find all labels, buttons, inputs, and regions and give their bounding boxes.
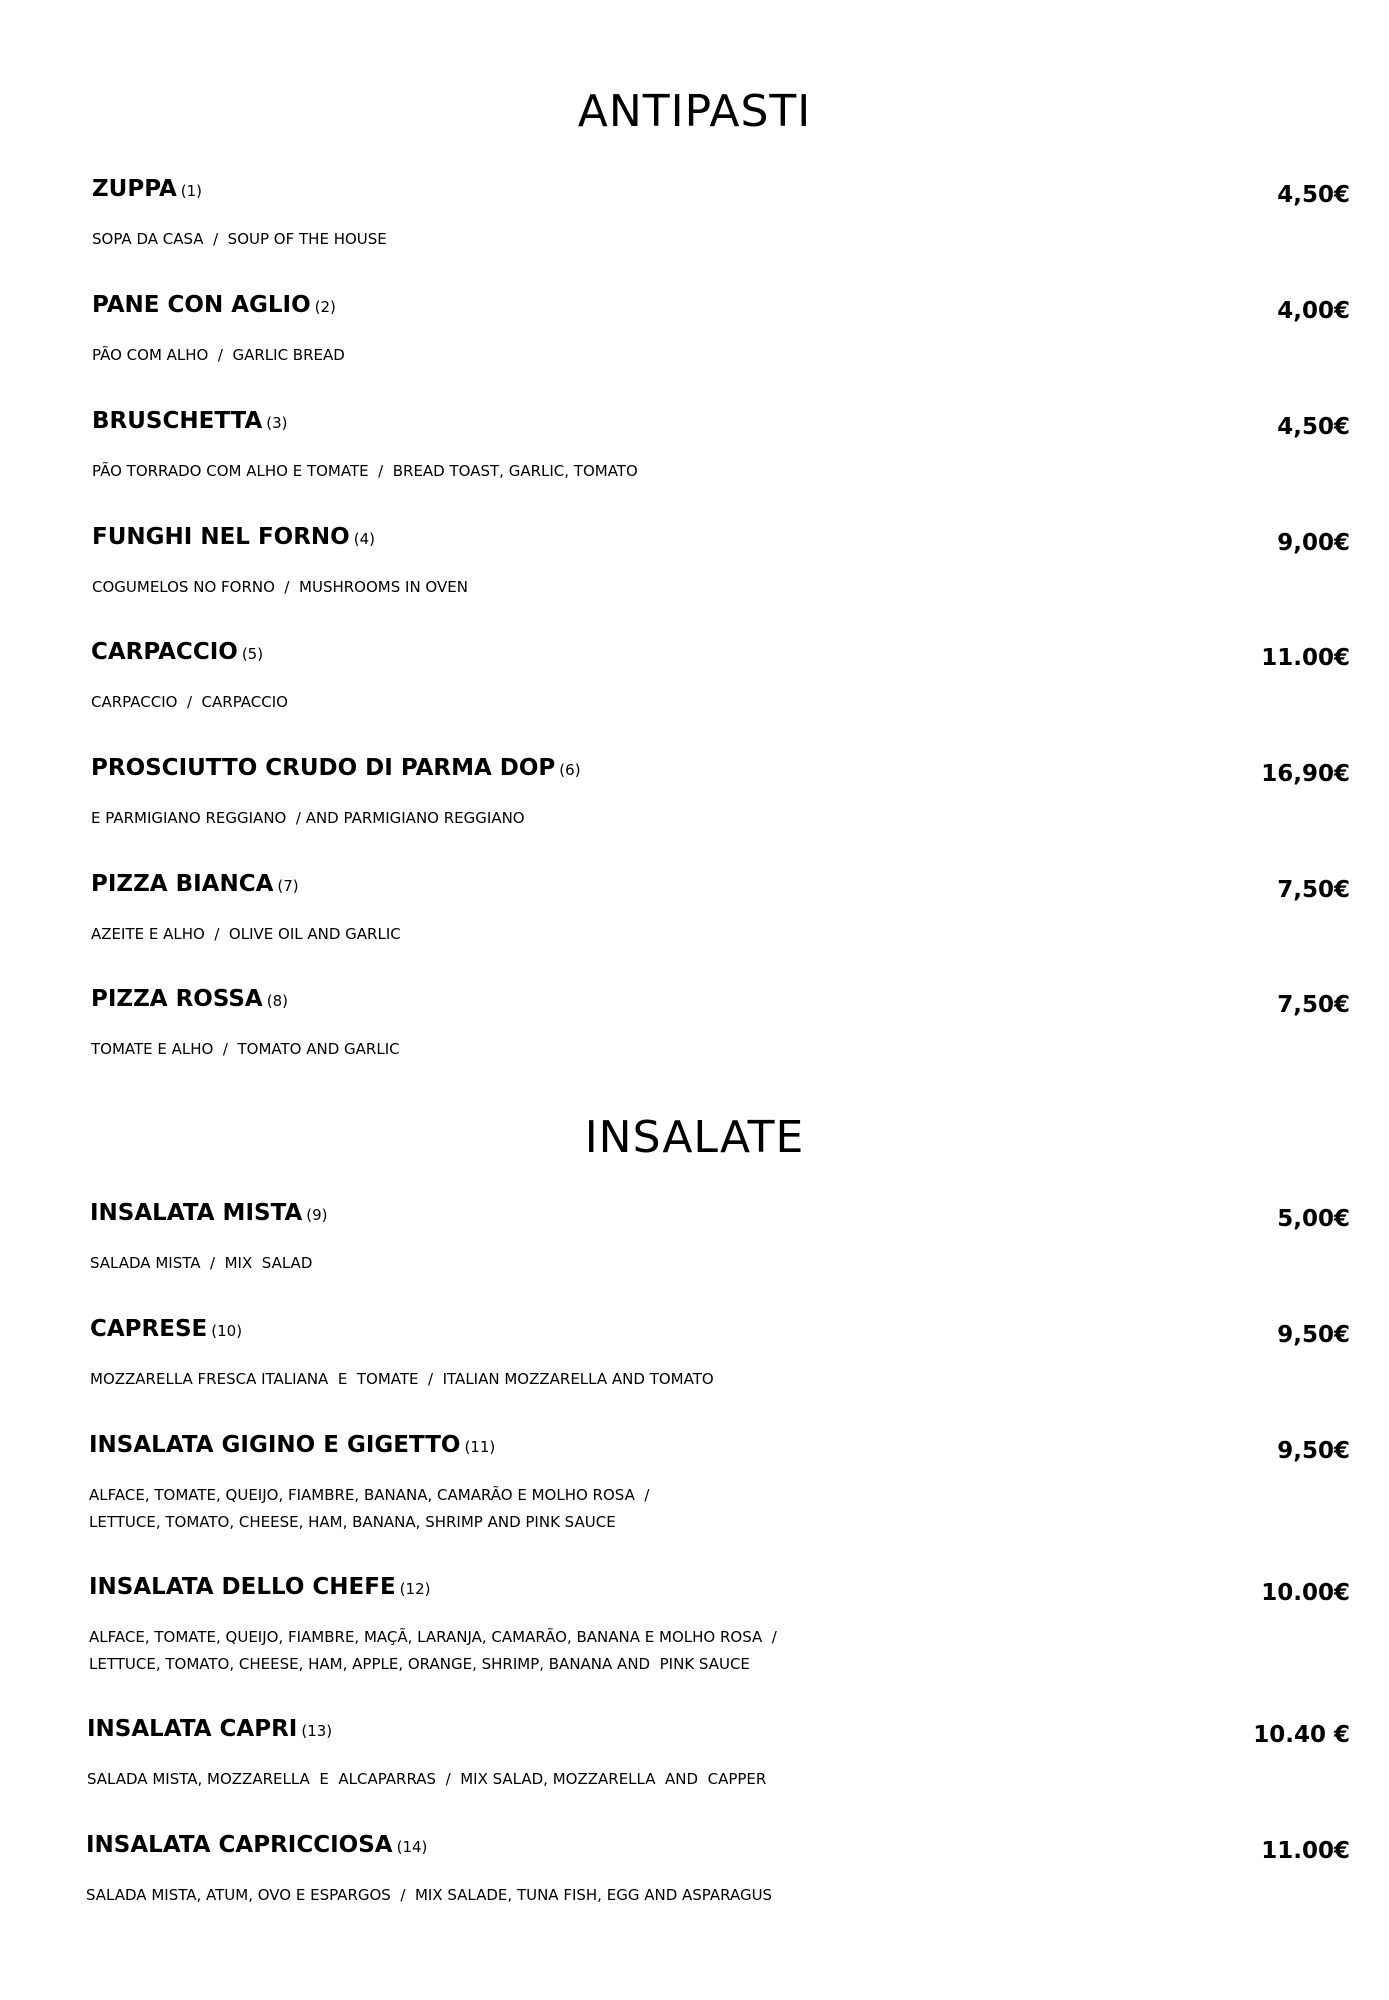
item-number: (11) [464,1438,496,1456]
item-description: TOMATE E ALHO / TOMATO AND GARLIC [91,1040,400,1058]
item-name [91,755,581,781]
item-name [91,986,288,1012]
item-price: 9,50€ [1277,1322,1350,1348]
item-name-text: INSALATA CAPRI [87,1716,298,1742]
item-name-text: PROSCIUTTO CRUDO DI PARMA DOP [91,755,556,781]
item-number: (12) [399,1580,431,1598]
item-number: (2) [314,298,336,316]
item-description: SALADA MISTA / MIX SALAD [90,1254,313,1272]
item-number: (4) [353,530,375,548]
item-number: (5) [241,645,264,663]
item-name [91,639,263,665]
item-price: 4,00€ [1277,298,1350,324]
item-price: 11.00€ [1261,645,1350,671]
item-description: SALADA MISTA, MOZZARELLA E ALCAPARRAS / MIX SALAD, MOZZARELLA AND CAPPER [87,1770,767,1788]
item-name-text: PIZZA BIANCA [91,871,274,897]
menu-item [89,1574,1350,1674]
section-title-antipasti: ANTIPASTI [577,86,812,137]
item-price: 10.00€ [1261,1580,1350,1606]
item-name [90,1316,242,1342]
item-name-text: PIZZA ROSSA [91,986,263,1012]
item-name [92,524,375,550]
item-description: COGUMELOS NO FORNO / MUSHROOMS IN OVEN [92,578,468,596]
item-number: (6) [559,761,581,779]
item-name-text: FUNGHI NEL FORNO [92,524,350,550]
item-name [91,871,299,897]
section-title-insalate: INSALATE [584,1112,805,1163]
menu-item [92,524,1350,624]
menu-item [92,176,1350,276]
item-price: 7,50€ [1277,992,1350,1018]
item-name-text: INSALATA CAPRICCIOSA [86,1832,393,1858]
item-price: 11.00€ [1261,1838,1350,1864]
item-number: (13) [301,1722,333,1740]
menu-item [91,871,1350,971]
item-name-text: ZUPPA [92,176,177,202]
item-description: E PARMIGIANO REGGIANO / AND PARMIGIANO REGGIANO [91,809,525,827]
item-number: (10) [211,1322,243,1340]
menu-item [86,1832,1350,1932]
item-name [87,1716,332,1742]
menu-item [91,755,1350,855]
item-description: SOPA DA CASA / SOUP OF THE HOUSE [92,230,387,248]
item-number: (8) [266,992,288,1010]
item-name [89,1432,495,1458]
item-number: (3) [266,414,288,432]
item-description: PÃO COM ALHO / GARLIC BREAD [92,346,345,364]
item-name-text: INSALATA DELLO CHEFE [89,1574,396,1600]
item-number: (14) [396,1838,428,1856]
item-price: 4,50€ [1277,182,1350,208]
menu-item [90,1200,1350,1300]
menu-item [92,292,1350,392]
menu-item [90,1316,1350,1416]
menu-item [91,986,1350,1086]
item-description: SALADA MISTA, ATUM, OVO E ESPARGOS / MIX SALADE, TUNA FISH, EGG AND ASPARAGUS [86,1886,773,1904]
menu-item [87,1716,1350,1816]
item-price: 16,90€ [1261,761,1350,787]
item-number: (7) [277,877,299,895]
item-description: AZEITE E ALHO / OLIVE OIL AND GARLIC [91,925,401,943]
item-name [92,292,336,318]
item-name [92,176,202,202]
item-name [86,1832,427,1858]
item-description: PÃO TORRADO COM ALHO E TOMATE / BREAD TOAST, GARLIC, TOMATO [92,462,638,480]
item-name-text: INSALATA MISTA [90,1200,303,1226]
item-description: MOZZARELLA FRESCA ITALIANA E TOMATE / ITALIAN MOZZARELLA AND TOMATO [90,1370,714,1388]
item-number: (9) [306,1206,328,1224]
item-name-text: INSALATA GIGINO E GIGETTO [89,1432,461,1458]
item-price: 5,00€ [1277,1206,1350,1232]
item-price: 7,50€ [1277,877,1350,903]
item-name-text: CAPRESE [90,1316,208,1342]
menu-item [91,639,1350,739]
item-name-text: CARPACCIO [91,639,238,665]
item-price: 4,50€ [1277,414,1350,440]
item-number: (1) [180,182,203,200]
menu-item [92,408,1350,508]
item-description: CARPACCIO / CARPACCIO [91,693,288,711]
item-name [92,408,288,434]
item-name-text: BRUSCHETTA [92,408,263,434]
item-name [90,1200,328,1226]
item-name-text: PANE CON AGLIO [92,292,311,318]
item-description: ALFACE, TOMATE, QUEIJO, FIAMBRE, MAÇÃ, LARANJA, CAMARÃO, BANANA E MOLHO ROSA / LETTUCE, TOMATO, CHEESE, HAM, APPLE, ORANGE, SHRIMP, BANANA AND PINK SAUCE [89,1628,777,1673]
item-price: 10.40 € [1253,1722,1350,1748]
item-price: 9,50€ [1277,1438,1350,1464]
item-name [89,1574,430,1600]
menu-item [89,1432,1350,1532]
item-description: ALFACE, TOMATE, QUEIJO, FIAMBRE, BANANA, CAMARÃO E MOLHO ROSA / LETTUCE, TOMATO, CHEESE, HAM, BANANA, SHRIMP AND PINK SAUCE [89,1486,650,1531]
item-price: 9,00€ [1277,530,1350,556]
